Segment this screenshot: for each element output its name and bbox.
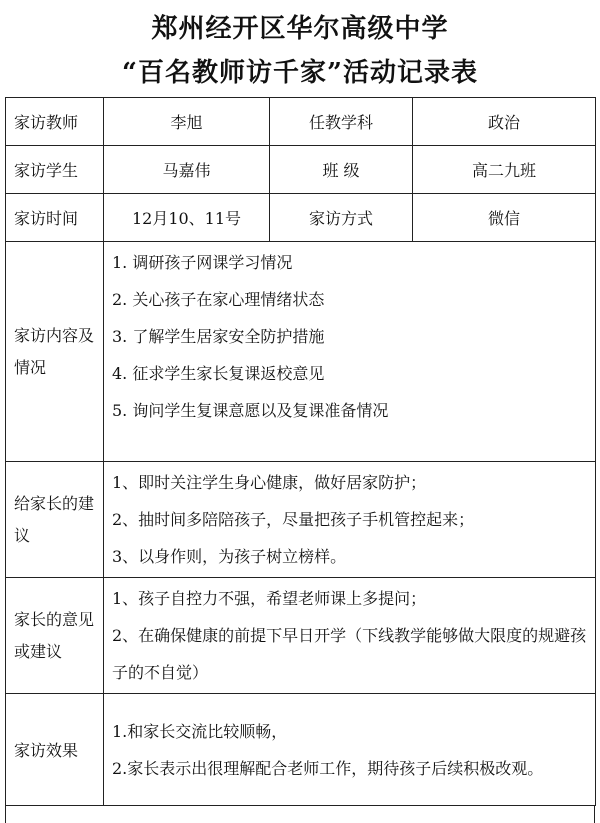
- content-item: 3. 了解学生居家安全防护措施: [112, 327, 325, 346]
- feedback-item: 1、孩子自控力不强，希望老师课上多提问；: [112, 589, 427, 608]
- label-visit-student: 家访学生: [6, 146, 104, 194]
- value-subject: 政治: [413, 98, 596, 146]
- label-visit-content: 家访内容及情况: [6, 242, 104, 462]
- advice-item: 1、即时关注学生身心健康，做好居家防护；: [112, 473, 427, 492]
- page-title-school: 郑州经开区华尔高级中学: [151, 14, 449, 44]
- table-row: [6, 694, 596, 806]
- advice-item: 3、以身作则，为孩子树立榜样。: [112, 547, 347, 566]
- content-item: 5. 询问学生复课意愿以及复课准备情况: [112, 401, 389, 420]
- label-visit-teacher: 家访教师: [6, 98, 104, 146]
- value-visit-teacher: 李旭: [104, 98, 270, 146]
- label-visit-time: 家访时间: [6, 194, 104, 242]
- record-table: [5, 97, 596, 806]
- table-row: [6, 242, 596, 462]
- table-row: [6, 462, 596, 578]
- value-class: 高二九班: [413, 146, 596, 194]
- content-item: 4. 征求学生家长复课返校意见: [112, 364, 325, 383]
- table-row: [6, 98, 596, 146]
- label-parent-feedback: 家长的意见或建议: [6, 578, 104, 694]
- value-visit-time: 12月10、11号: [104, 194, 270, 242]
- label-class: 班 级: [270, 146, 413, 194]
- visit-content-cell: [104, 242, 596, 462]
- label-subject: 任教学科: [270, 98, 413, 146]
- advice-cell: [104, 462, 596, 578]
- table-row: [6, 146, 596, 194]
- content-item: 2. 关心孩子在家心理情绪状态: [112, 290, 325, 309]
- value-visit-method: 微信: [413, 194, 596, 242]
- feedback-item: 2、在确保健康的前提下早日开学（下线教学能够做大限度的规避孩子的不自觉）: [112, 626, 587, 682]
- table-row: [6, 578, 596, 694]
- visit-effect-cell: [104, 694, 596, 806]
- table-continuation: [5, 805, 595, 823]
- parent-feedback-cell: [104, 578, 596, 694]
- value-visit-student: 马嘉伟: [104, 146, 270, 194]
- label-visit-method: 家访方式: [270, 194, 413, 242]
- label-advice: 给家长的建议: [6, 462, 104, 578]
- label-visit-effect: 家访效果: [6, 694, 104, 806]
- advice-item: 2、抽时间多陪陪孩子，尽量把孩子手机管控起来；: [112, 510, 475, 529]
- effect-item: 1.和家长交流比较顺畅，: [112, 721, 288, 741]
- table-row: [6, 194, 596, 242]
- effect-item: 2.家长表示出很理解配合老师工作，期待孩子后续积极改观。: [112, 758, 544, 778]
- content-item: 1. 调研孩子网课学习情况: [112, 253, 293, 272]
- page-title-form: “百名教师访千家”活动记录表: [122, 58, 478, 88]
